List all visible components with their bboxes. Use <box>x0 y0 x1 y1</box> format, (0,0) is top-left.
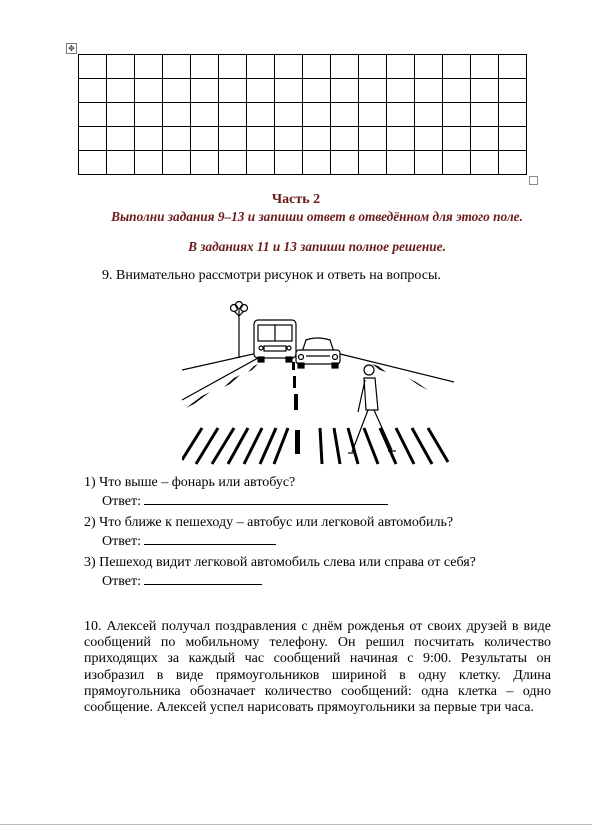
grid-cell[interactable] <box>135 55 163 79</box>
question-10-text: 10. Алексей получал поздравления с днём рожденья от своих друзей в виде сообщений по мобильному телефону. Он решил посчитать количество приходящих за каждый час сообщений начиная с 9:00. Результаты он изобразил в виде прямоугольников шириной в одну клетку. Длина прямоугольника обозначает количество сообщений: одна клетка – одно сообщение. Алексей успел нарисовать прямоугольники за первые три часа. <box>84 619 551 716</box>
grid-cell[interactable] <box>387 127 415 151</box>
grid-cell[interactable] <box>415 79 443 103</box>
grid-cell[interactable] <box>79 151 107 175</box>
table-resize-handle[interactable] <box>529 176 538 185</box>
grid-row <box>79 127 527 151</box>
road-scene-illustration <box>182 300 454 468</box>
part-instruction-solution: В заданиях 11 и 13 запиши полное решение. <box>188 239 446 254</box>
grid-cell[interactable] <box>499 79 527 103</box>
answer-label: Ответ: <box>102 494 141 509</box>
grid-cell[interactable] <box>219 103 247 127</box>
question-9-sub-1 <box>84 475 388 510</box>
grid-cell[interactable] <box>247 103 275 127</box>
grid-cell[interactable] <box>163 55 191 79</box>
grid-cell[interactable] <box>331 103 359 127</box>
grid-cell[interactable] <box>387 103 415 127</box>
grid-cell[interactable] <box>163 127 191 151</box>
grid-cell[interactable] <box>107 127 135 151</box>
grid-cell[interactable] <box>79 55 107 79</box>
grid-cell[interactable] <box>275 127 303 151</box>
sub-question-text: 2) Что ближе к пешеходу – автобус или легковой автомобиль? <box>84 515 454 530</box>
grid-cell[interactable] <box>247 127 275 151</box>
grid-cell[interactable] <box>443 79 471 103</box>
grid-cell[interactable] <box>219 151 247 175</box>
grid-cell[interactable] <box>219 127 247 151</box>
grid-cell[interactable] <box>135 127 163 151</box>
grid-cell[interactable] <box>219 79 247 103</box>
grid-cell[interactable] <box>471 103 499 127</box>
grid-cell[interactable] <box>331 79 359 103</box>
grid-cell[interactable] <box>471 55 499 79</box>
grid-row <box>79 151 527 175</box>
grid-cell[interactable] <box>359 127 387 151</box>
grid-cell[interactable] <box>331 151 359 175</box>
grid-cell[interactable] <box>415 103 443 127</box>
grid-cell[interactable] <box>163 79 191 103</box>
grid-cell[interactable] <box>107 55 135 79</box>
grid-cell[interactable] <box>359 151 387 175</box>
grid-cell[interactable] <box>107 79 135 103</box>
grid-cell[interactable] <box>359 103 387 127</box>
grid-cell[interactable] <box>443 151 471 175</box>
grid-cell[interactable] <box>443 103 471 127</box>
answer-line[interactable] <box>144 491 388 505</box>
grid-cell[interactable] <box>163 103 191 127</box>
grid-cell[interactable] <box>79 127 107 151</box>
grid-cell[interactable] <box>415 127 443 151</box>
answer-label: Ответ: <box>102 574 141 589</box>
grid-cell[interactable] <box>499 127 527 151</box>
grid-cell[interactable] <box>219 55 247 79</box>
bus-icon <box>254 320 296 362</box>
grid-cell[interactable] <box>247 55 275 79</box>
grid-cell[interactable] <box>247 79 275 103</box>
sub-question-text: 1) Что выше – фонарь или автобус? <box>84 475 296 490</box>
grid-cell[interactable] <box>303 151 331 175</box>
grid-cell[interactable] <box>303 103 331 127</box>
grid-cell[interactable] <box>415 151 443 175</box>
grid-cell[interactable] <box>107 103 135 127</box>
grid-cell[interactable] <box>135 151 163 175</box>
grid-cell[interactable] <box>471 151 499 175</box>
grid-cell[interactable] <box>79 79 107 103</box>
grid-cell[interactable] <box>135 79 163 103</box>
page-bottom-edge <box>0 824 592 825</box>
grid-cell[interactable] <box>471 79 499 103</box>
grid-cell[interactable] <box>135 103 163 127</box>
grid-cell[interactable] <box>107 151 135 175</box>
grid-cell[interactable] <box>275 151 303 175</box>
grid-cell[interactable] <box>471 127 499 151</box>
grid-cell[interactable] <box>359 55 387 79</box>
answer-line[interactable] <box>144 571 262 585</box>
grid-cell[interactable] <box>275 55 303 79</box>
grid-row <box>79 103 527 127</box>
answer-label: Ответ: <box>102 534 141 549</box>
street-lamp-icon <box>231 302 248 359</box>
grid-cell[interactable] <box>303 127 331 151</box>
grid-cell[interactable] <box>331 127 359 151</box>
grid-cell[interactable] <box>443 55 471 79</box>
grid-cell[interactable] <box>415 55 443 79</box>
answer-line[interactable] <box>144 531 276 545</box>
question-9-stem: 9. Внимательно рассмотри рисунок и ответь на вопросы. <box>102 268 441 283</box>
grid-cell[interactable] <box>275 79 303 103</box>
part-title: Часть 2 <box>271 192 321 207</box>
grid-cell[interactable] <box>303 55 331 79</box>
part-instruction: Выполни задания 9–13 и запиши ответ в отведённом для этого поле. <box>111 209 523 224</box>
grid-cell[interactable] <box>499 103 527 127</box>
grid-cell[interactable] <box>387 79 415 103</box>
pedestrian-icon <box>348 365 396 453</box>
grid-cell[interactable] <box>387 55 415 79</box>
grid-row <box>79 55 527 79</box>
table-move-handle-icon[interactable]: ✥ <box>66 43 77 54</box>
grid-cell[interactable] <box>191 151 219 175</box>
car-icon <box>296 338 340 368</box>
grid-cell[interactable] <box>191 127 219 151</box>
grid-cell[interactable] <box>499 151 527 175</box>
grid-cell[interactable] <box>303 79 331 103</box>
grid-cell[interactable] <box>191 79 219 103</box>
grid-cell[interactable] <box>191 55 219 79</box>
grid-cell[interactable] <box>191 103 219 127</box>
question-9-sub-2 <box>84 515 453 550</box>
grid-cell[interactable] <box>163 151 191 175</box>
grid-cell[interactable] <box>275 103 303 127</box>
sub-question-text: 3) Пешеход видит легковой автомобиль слева или справа от себя? <box>84 555 476 570</box>
grid-cell[interactable] <box>443 127 471 151</box>
grid-row <box>79 79 527 103</box>
grid-cell[interactable] <box>79 103 107 127</box>
grid-cell[interactable] <box>387 151 415 175</box>
question-9-sub-3 <box>84 555 476 590</box>
grid-cell[interactable] <box>247 151 275 175</box>
answer-grid <box>78 54 527 175</box>
grid-cell[interactable] <box>499 55 527 79</box>
grid-cell[interactable] <box>331 55 359 79</box>
grid-cell[interactable] <box>359 79 387 103</box>
